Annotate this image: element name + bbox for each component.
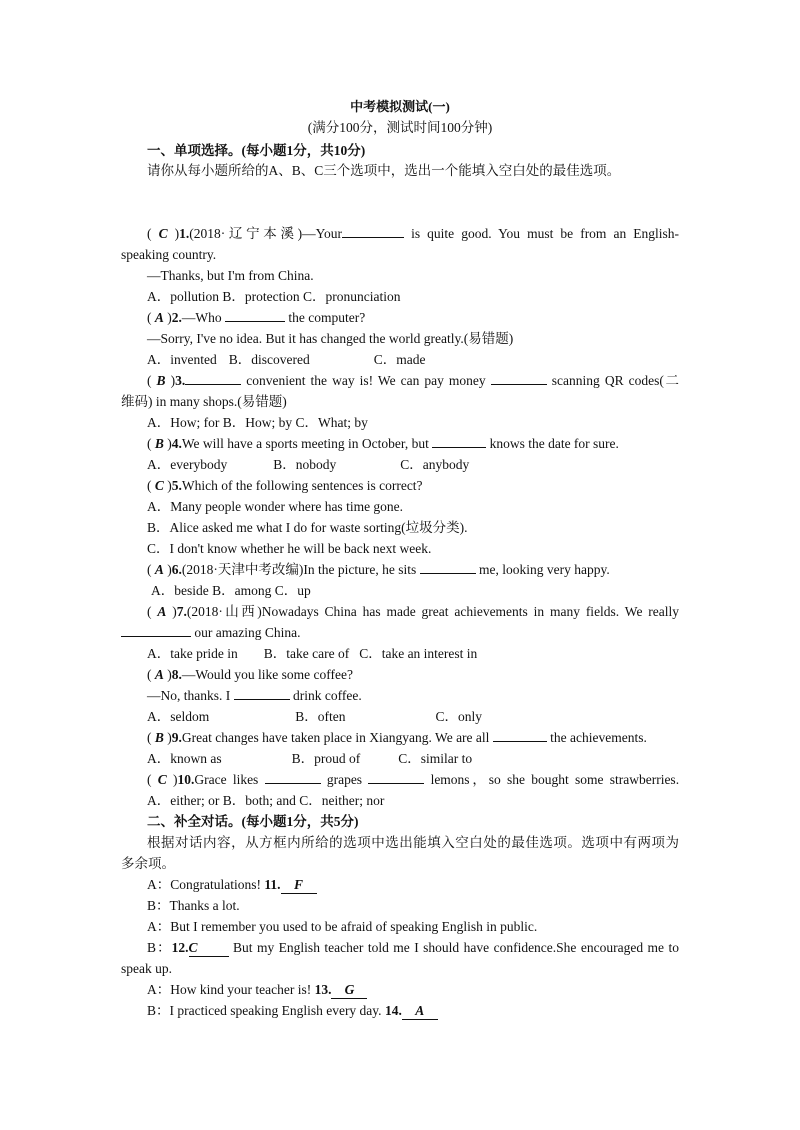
question-2: ( A )2.—Who the computer? [147, 310, 366, 325]
question-8-reply: —No, thanks. I drink coffee. [147, 688, 362, 703]
question-3: ( B )3. convenient the way is! We can pay money scanning QR codes(二 [147, 373, 680, 388]
question-5: ( C )5.Which of the following sentences is correct? [147, 478, 423, 493]
section-1-heading: 一、单项选择。(每小题1分，共10分) [147, 143, 366, 158]
dialogue-line-1: A：Congratulations! 11. F [147, 876, 317, 894]
question-4: ( B )4.We will have a sports meeting in October, but knows the date for sure. [147, 436, 619, 451]
question-5-option-c: C．I don't know whether he will be back next week. [147, 541, 432, 556]
section-2-instruction: 根据对话内容，从方框内所给的选项中选出能填入空白处的最佳选项。选项中有两项为 [147, 835, 679, 850]
dialogue-line-3: A：But I remember you used to be afraid of speaking English in public. [147, 919, 538, 934]
question-5-option-b: B．Alice asked me what I do for waste sorting(垃圾分类). [147, 520, 468, 535]
question-8: ( A )8.—Would you like some coffee? [147, 667, 354, 682]
question-7: ( A )7.(2018·山西)Nowadays China has made great achievements in many fields. We really [147, 604, 680, 619]
question-10: ( C )10.Grace likes grapes lemons，so she bought some strawberries. [147, 772, 680, 787]
question-7-cont: our amazing China. [121, 624, 300, 641]
dialogue-line-4-cont: speak up. [121, 961, 172, 976]
section-1-instruction: 请你从每小题所给的A、B、C三个选项中，选出一个能填入空白处的最佳选项。 [147, 163, 621, 178]
question-5-option-a: A．Many people wonder where has time gone. [147, 499, 404, 514]
question-8-options: A．seldom B．often C．only [147, 709, 483, 724]
question-10-options: A．either; or B．both; and C．neither; nor [147, 793, 385, 808]
section-2-instruction-cont: 多余项。 [121, 856, 175, 871]
question-7-options: A．take pride in B．take care of C．take an interest in [147, 646, 478, 661]
blank [342, 225, 404, 238]
question-1-cont: speaking country. [121, 247, 217, 262]
dialogue-line-2: B：Thanks a lot. [147, 898, 240, 913]
section-2-heading: 二、补全对话。(每小题1分，共5分) [147, 814, 359, 829]
question-9-options: A．known as B．proud of C．similar to [147, 751, 473, 766]
question-3-cont: 维码) in many shops.(易错题) [121, 394, 287, 409]
question-4-options: A．everybody B．nobody C．anybody [147, 457, 470, 472]
question-6-options: A．beside B．among C．up [151, 583, 311, 598]
exam-subtitle: (满分100分，测试时间100分钟) [307, 120, 493, 135]
dialogue-line-4: B：12.C But my English teacher told me I should have confidence.She encouraged me to [147, 940, 679, 955]
dialogue-line-5: A：How kind your teacher is! 13. G [147, 981, 367, 999]
question-9: ( B )9.Great changes have taken place in Xiangyang. We are all the achievements. [147, 730, 647, 745]
dialogue-line-6: B：I practiced speaking English every day. 14. A [147, 1002, 438, 1020]
question-2-options: A．invented B．discovered C．made [147, 352, 426, 367]
answer-1: C [158, 226, 168, 241]
exam-title: 中考模拟测试(一) [350, 99, 450, 114]
question-1-reply: —Thanks, but I'm from China. [147, 268, 314, 283]
question-1-options: A．pollution B．protection C．pronunciation [147, 289, 401, 304]
question-2-reply: —Sorry, I've no idea. But it has changed the world greatly.(易错题) [147, 331, 514, 346]
question-3-options: A．How; for B．How; by C．What; by [147, 415, 368, 430]
question-6: ( A )6.(2018·天津中考改编)In the picture, he sits me, looking very happy. [147, 562, 610, 577]
question-1: ( C )1.(2018·辽宁本溪)—Your is quite good. You must be from an English- [147, 226, 680, 241]
